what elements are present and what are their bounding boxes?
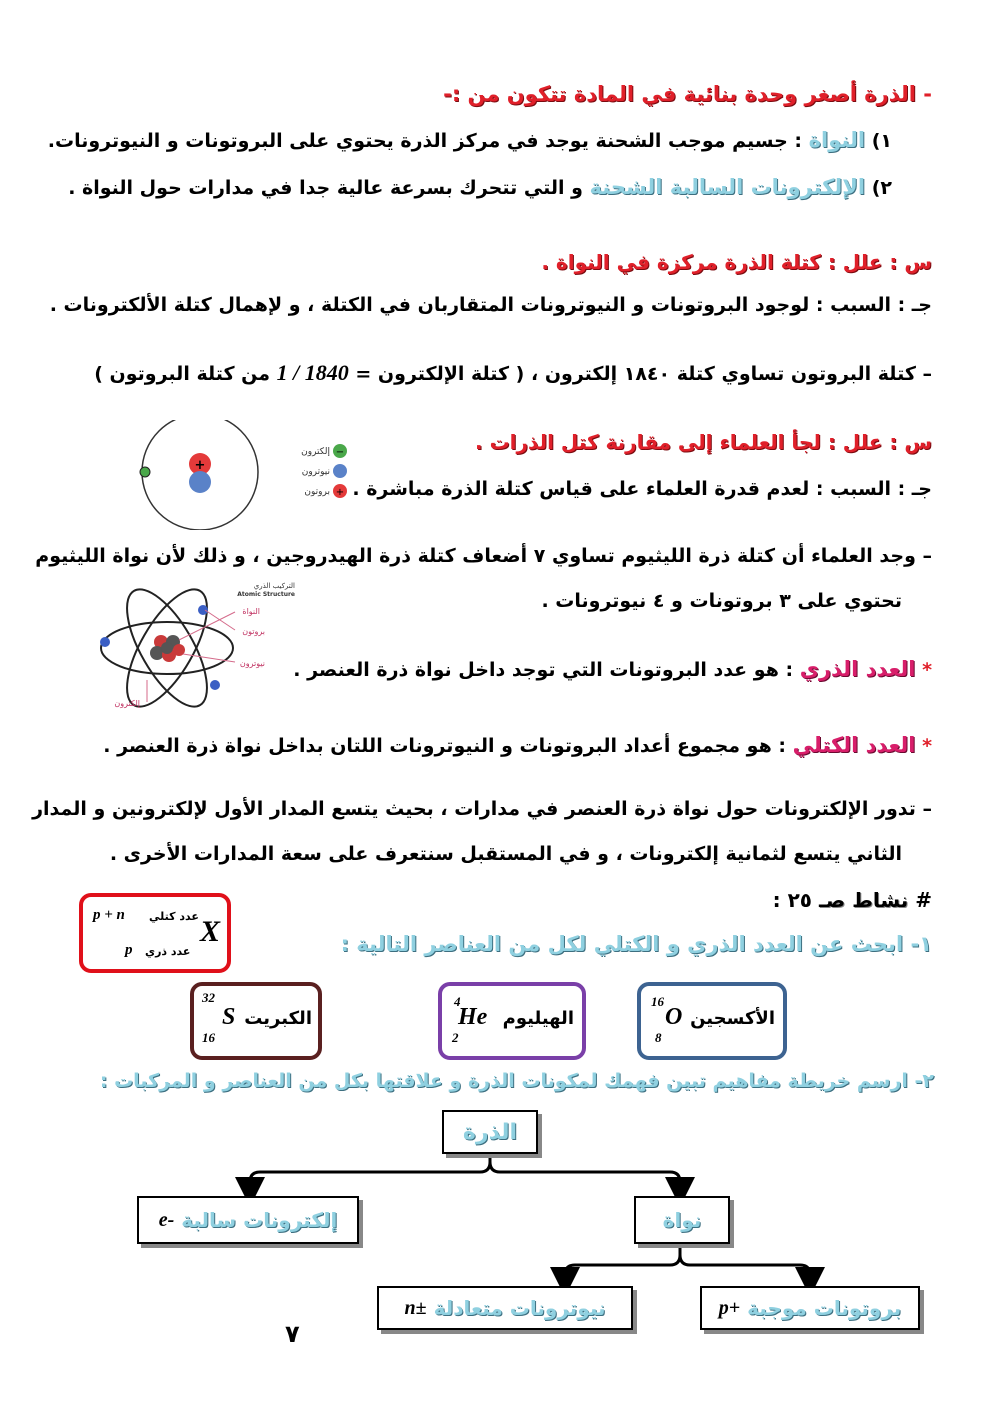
concept-electrons: إلكترونات سالبة e- — [137, 1196, 359, 1244]
neutron-ball — [189, 471, 211, 493]
activity-heading: # نشاط صـ ٢٥ : — [772, 888, 932, 912]
element-box-helium: 4 He 2 الهيليوم — [438, 982, 586, 1060]
heading-dash: - — [923, 82, 932, 106]
orbits-line-1: – تدور الإلكترونات حول نواة ذرة العنصر في مدارات ، بحيث يتسع المدار الأول لإلكترونين و المدار — [32, 798, 932, 820]
term-atomic-number: العدد الذري — [799, 657, 916, 681]
legend-symbol: X — [200, 915, 221, 948]
mass-comparison: – كتلة البروتون تساوي كتلة ١٨٤٠ إلكترون ، ( كتلة الإلكترون = 1 / 1840 من كتلة البروتون ) — [94, 360, 932, 385]
atom-diagram-structure — [95, 580, 300, 710]
term-nucleus: النواة — [808, 128, 866, 152]
concept-nucleus: نواة — [634, 1196, 730, 1244]
item-nucleus: ١) النواة : جسيم موجب الشحنة يوجد في مركز الذرة يحتوي على البروتونات و النيوترونات. — [47, 128, 892, 152]
svg-text:Atomic Structure: Atomic Structure — [237, 591, 295, 598]
svg-text:بروتون: بروتون — [242, 627, 265, 636]
svg-text:التركيب الذري: التركيب الذري — [253, 582, 295, 590]
page-heading — [443, 82, 932, 106]
lithium-line-1: – وجد العلماء أن كتلة ذرة الليثيوم تساوي ٧ أضعاف كتلة ذرة الهيدروجين ، و ذلك لأن نواة الليثيوم — [35, 545, 932, 567]
legend-electron-label: إلكترون — [301, 447, 330, 457]
mass-formula: 1 / 1840 — [276, 360, 349, 385]
item-electrons: ٢) الإلكترونات السالبة الشحنة و التي تتحرك بسرعة عالية جدا في مدارات حول النواة . — [68, 175, 892, 199]
concept-root: الذرة — [442, 1110, 538, 1154]
svg-text:النواة: النواة — [242, 607, 260, 616]
task-2: ٢- ارسم خريطة مفاهيم تبين فهمك لمكونات الذرة و علاقتها بكل من العناصر و المركبات : — [99, 1070, 934, 1092]
atomic-number-def: * العدد الذري : هو عدد البروتونات التي توجد داخل نواة ذرة العنصر . — [293, 657, 932, 681]
svg-text:+: + — [335, 487, 345, 498]
legend-proton-label: بروتون — [304, 487, 330, 497]
term-electrons: الإلكترونات السالبة الشحنة — [589, 175, 866, 199]
element-box-oxygen: 16 O 8 الأكسجين — [637, 982, 787, 1060]
electron-dot — [100, 637, 110, 647]
nucleus-particle — [161, 642, 173, 654]
svg-text:+: + — [194, 458, 206, 473]
answer-1: جـ : السبب : لوجود البروتونات و النيوترونات المتقاربان في الكتلة ، و لإهمال كتلة الألكترونات . — [49, 294, 932, 316]
electron-dot — [210, 680, 220, 690]
atom-diagram-simple — [135, 420, 365, 530]
electron-dot — [140, 467, 150, 477]
legend-neutron-icon — [333, 464, 347, 478]
task-1: ١- ابحث عن العدد الذري و الكتلي لكل من العناصر التالية : — [340, 932, 932, 956]
answer-2: جـ : السبب : لعدم قدرة العلماء على قياس كتلة الذرة مباشرة . — [352, 478, 932, 500]
electron-dot — [198, 605, 208, 615]
legend-neutron-label: نيوترون — [301, 467, 330, 477]
term-mass-number: العدد الكتلي — [792, 733, 916, 757]
svg-text:نيوترون: نيوترون — [239, 659, 265, 668]
svg-text:−: − — [335, 447, 345, 458]
svg-text:إلكترون: إلكترون — [114, 699, 140, 708]
mass-number-def: * العدد الكتلي : هو مجموع أعداد البروتونات و النيوترونات اللتان بداخل نواة ذرة العنصر . — [103, 733, 932, 757]
element-box-sulfur: 32 S 16 الكبريت — [190, 982, 322, 1060]
legend-atom-box: p + n عدد كتلي X p عدد ذري — [79, 893, 231, 973]
question-1: س : علل : كتلة الذرة مركزة في النواة . — [541, 250, 932, 274]
heading-text: الذرة أصغر وحدة بنائية في المادة تتكون من :- — [443, 82, 916, 106]
concept-protons: بروتونات موجبة p+ — [700, 1286, 920, 1330]
lithium-line-2: تحتوي على ٣ بروتونات و ٤ نيوترونات . — [541, 590, 902, 612]
question-2: س : علل : لجأ العلماء إلى مقارنة كتل الذرات . — [475, 430, 932, 454]
page-number: ٧ — [285, 1320, 300, 1348]
concept-neutrons: نيوترونات متعادلة n± — [377, 1286, 633, 1330]
orbits-line-2: الثاني يتسع لثمانية إلكترونات ، و في المستقبل سنتعرف على سعة المدارات الأخرى . — [109, 843, 902, 865]
